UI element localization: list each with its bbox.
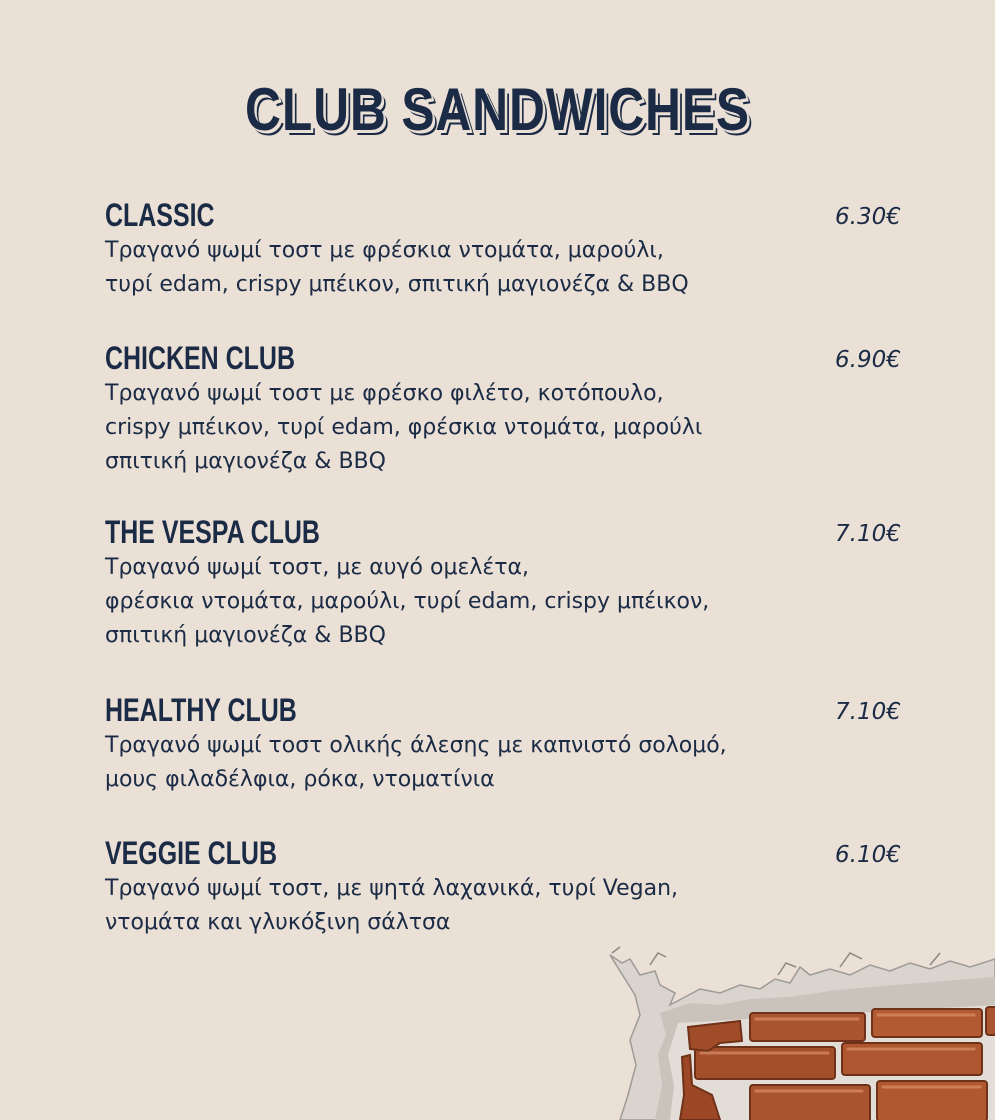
description-line: σπιτική μαγιονέζα & BBQ <box>105 623 386 648</box>
item-description <box>105 377 905 479</box>
description-line: Τραγανό ψωμί τοστ, με ψητά λαχανικά, τυρί Vegan, <box>105 876 679 901</box>
item-description <box>105 234 905 302</box>
menu-item-healthy-club <box>105 692 905 797</box>
item-price: 7.10€ <box>835 699 901 725</box>
description-line: τυρί edam, crispy μπέικον, σπιτική μαγιονέζα & BBQ <box>105 272 689 297</box>
item-description <box>105 729 905 797</box>
description-line: Τραγανό ψωμί τοστ με φρέσκια ντομάτα, μαρούλι, <box>105 238 664 263</box>
menu-item-veggie-club <box>105 835 905 940</box>
description-line: σπιτική μαγιονέζα & BBQ <box>105 449 386 474</box>
item-name: CLASSIC <box>105 197 215 233</box>
item-price: 7.10€ <box>835 521 901 547</box>
menu-title: CLUB SANDWICHES <box>245 76 750 143</box>
brick <box>872 1009 982 1037</box>
item-description <box>105 551 905 653</box>
description-line: φρέσκια ντομάτα, μαρούλι, τυρί edam, crispy μπέικον, <box>105 589 710 614</box>
item-price: 6.90€ <box>835 347 901 373</box>
item-name: THE VESPA CLUB <box>105 514 320 550</box>
description-line: μους φιλαδέλφια, ρόκα, ντοματίνια <box>105 767 495 792</box>
menu-item-the-vespa-club <box>105 514 905 653</box>
brick <box>986 1007 995 1035</box>
item-price: 6.30€ <box>835 204 901 230</box>
description-line: Τραγανό ψωμί τοστ, με αυγό ομελέτα, <box>105 555 530 580</box>
item-description <box>105 872 905 940</box>
item-name: HEALTHY CLUB <box>105 692 297 728</box>
item-name: CHICKEN CLUB <box>105 340 295 376</box>
brick <box>750 1013 865 1041</box>
menu-item-classic <box>105 197 905 302</box>
menu-item-chicken-club <box>105 340 905 479</box>
description-line: ντομάτα και γλυκόξινη σάλτσα <box>105 910 451 935</box>
description-line: crispy μπέικον, τυρί edam, φρέσκια ντομάτα, μαρούλι <box>105 415 703 440</box>
description-line: Τραγανό ψωμί τοστ με φρέσκο φιλέτο, κοτόπουλο, <box>105 381 664 406</box>
item-name: VEGGIE CLUB <box>105 835 277 871</box>
description-line: Τραγανό ψωμί τοστ ολικής άλεσης με καπνιστό σολομό, <box>105 733 727 758</box>
brick-wall-decoration <box>600 945 995 1120</box>
item-price: 6.10€ <box>835 842 901 868</box>
